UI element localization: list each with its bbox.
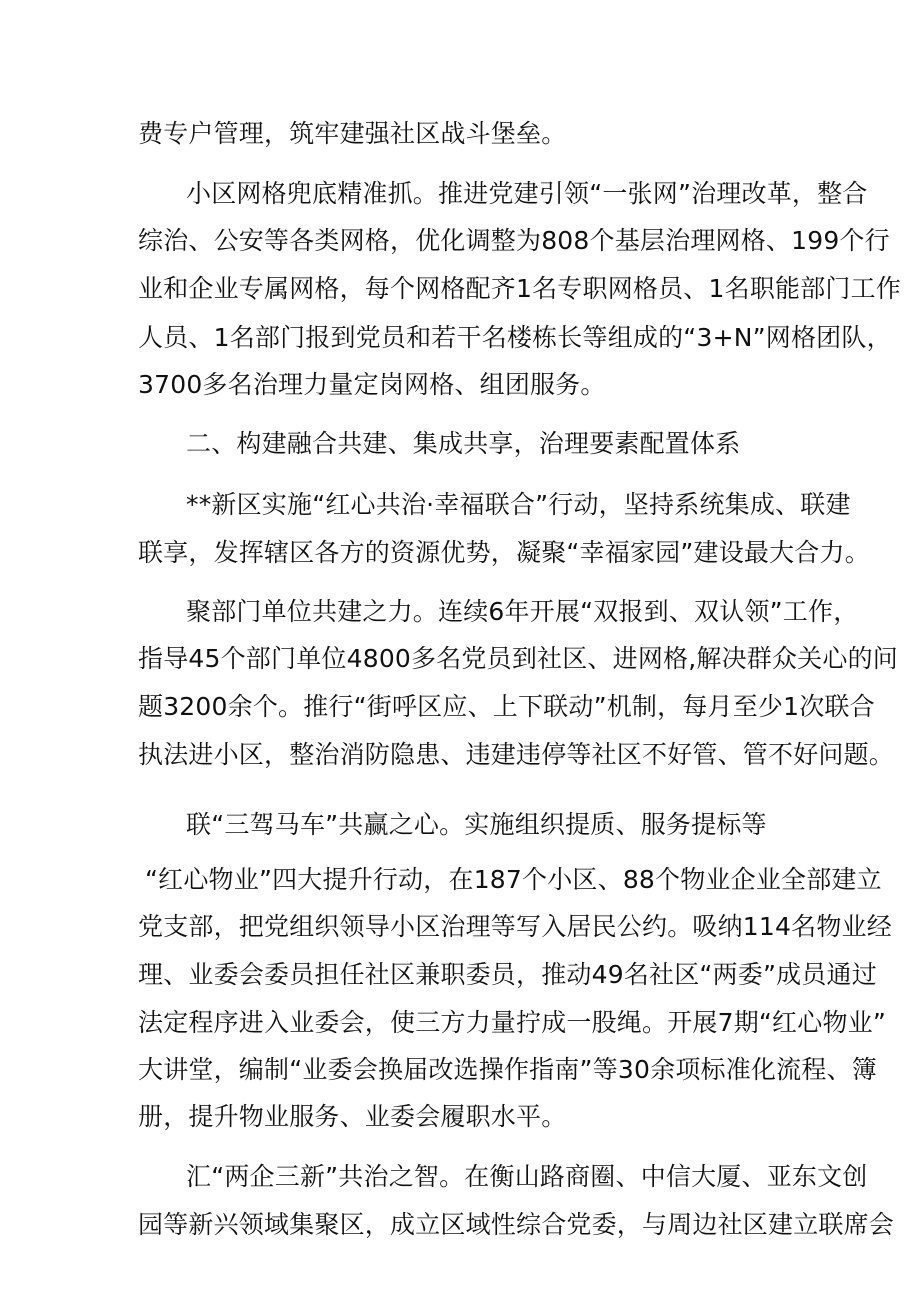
- text-line: 费专户管理，筑牢建强社区战斗堡垒。: [138, 119, 567, 148]
- text-line: 联享，发挥辖区各方的资源优势，凝聚“幸福家园”建设最大合力。: [138, 538, 870, 567]
- text-line: **新区实施“红心共治·幸福联合”行动，坚持系统集成、联建: [186, 490, 851, 519]
- text-line: 题3200余个。推行“街呼区应、上下联动”机制，每月至少1次联合: [138, 692, 875, 721]
- text-line: 聚部门单位共建之力。连续6年开展“双报到、双认领”工作，: [186, 597, 859, 626]
- text-line: 园等新兴领域集聚区，成立区域性综合党委，与周边社区建立联席会: [138, 1210, 895, 1239]
- text-line: 联“三驾马车”共赢之心。实施组织提质、服务提标等: [186, 810, 767, 839]
- text-line: 大讲堂，编制“业委会换届改选操作指南”等30余项标准化流程、簿: [138, 1055, 877, 1084]
- text-line: 党支部，把党组织领导小区治理等写入居民公约。吸纳114名物业经: [138, 912, 892, 941]
- text-line: 综治、公安等各类网格，优化调整为808个基层治理网格、199个行: [138, 226, 890, 255]
- text-line: 执法进小区，整治消防隐患、违建违停等社区不好管、管不好问题。: [138, 740, 895, 769]
- text-line: 人员、1名部门报到党员和若干名楼栋长等组成的“3+N”网格团队，: [138, 323, 892, 352]
- text-line: 汇“两企三新”共治之智。在衡山路商圈、中信大厦、亚东文创: [186, 1162, 868, 1191]
- text-line: 理、业委会委员担任社区兼职委员，推动49名社区“两委”成员通过: [138, 960, 877, 989]
- text-line: 法定程序进入业委会，使三方力量拧成一股绳。开展7期“红心物业”: [138, 1008, 887, 1037]
- text-line: 3700多名治理力量定岗网格、组团服务。: [138, 370, 606, 399]
- text-line: 业和企业专属网格，每个网格配齐1名专职网格员、1名职能部门工作: [138, 274, 902, 303]
- text-line: 指导45个部门单位4800多名党员到社区、进网格,解决群众关心的问: [138, 644, 898, 673]
- text-line: 册，提升物业服务、业委会履职水平。: [138, 1102, 567, 1131]
- text-line: 小区网格兜底精准抓。推进党建引领“一张网”治理改革，整合: [186, 179, 868, 208]
- text-line: “红心物业”四大提升行动，在187个小区、88个物业企业全部建立: [145, 865, 882, 894]
- section-heading: 二、构建融合共建、集成共享，治理要素配置体系: [186, 429, 741, 458]
